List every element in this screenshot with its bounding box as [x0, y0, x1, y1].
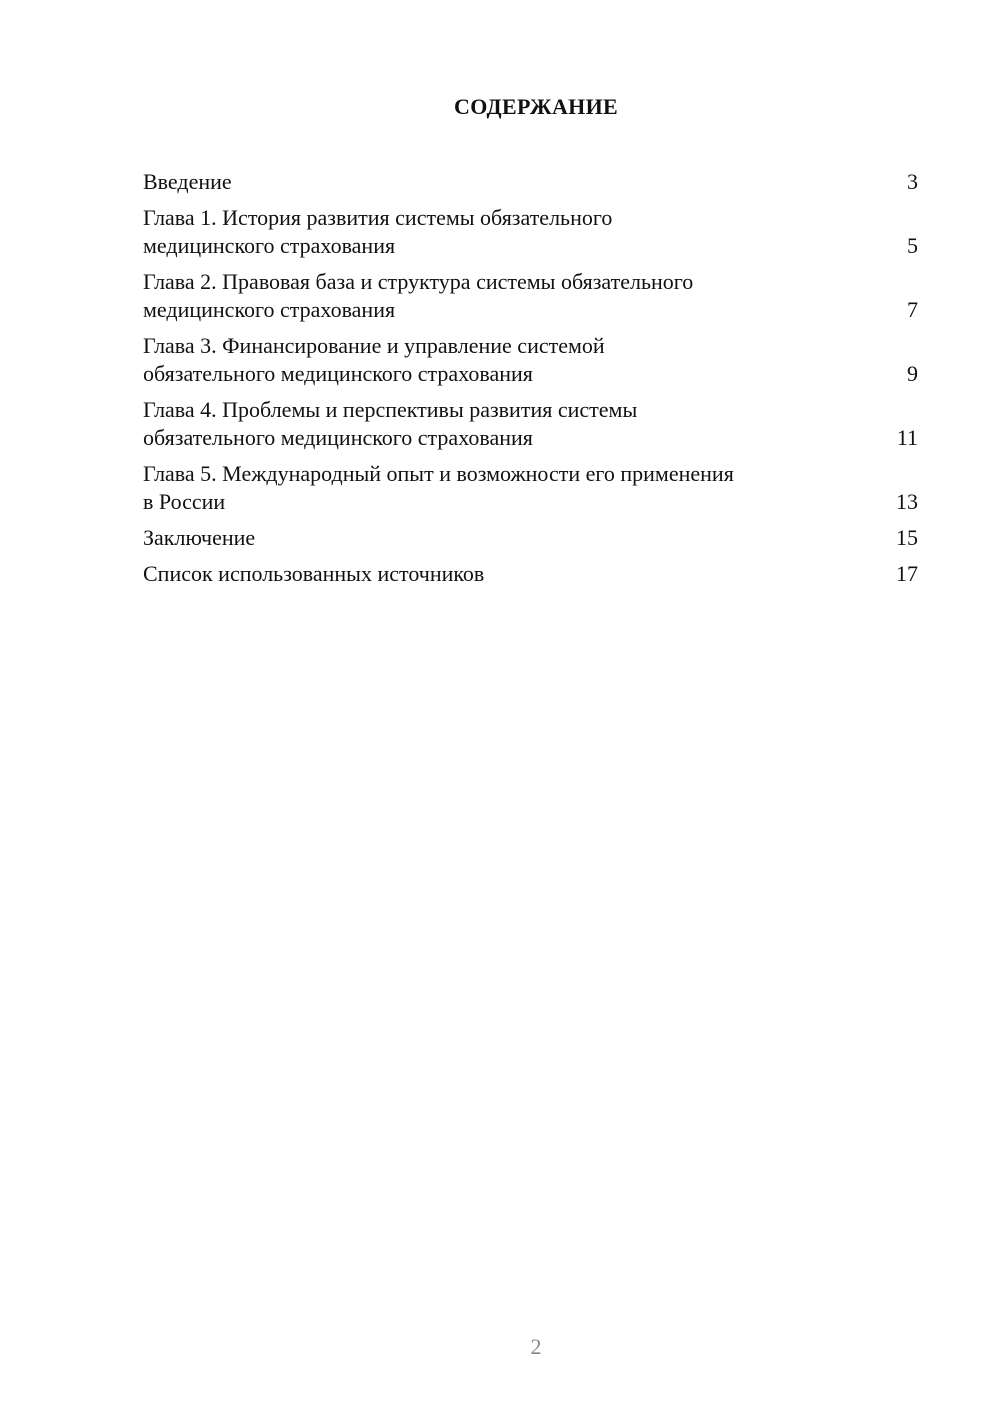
toc-entry-text: [143, 560, 484, 588]
toc-entry-page: 9: [907, 361, 918, 386]
toc-entry-text: [143, 332, 605, 388]
toc-entry-page: 13: [896, 489, 918, 514]
toc-entry-page: 5: [907, 233, 918, 258]
toc-entry-text: [143, 268, 693, 324]
toc-entry-line: Список использованных источников: [143, 561, 485, 586]
toc-list: [143, 168, 918, 588]
toc-entry-line: Глава 1. История развития системы обязательного: [143, 205, 613, 230]
toc-entry-line: Заключение: [143, 525, 256, 550]
toc-entry-line: Введение: [143, 169, 232, 194]
toc-entry-text: [143, 204, 612, 260]
toc-entry-text: [143, 396, 637, 452]
toc-entry-text: [143, 168, 232, 196]
toc-entry-line: обязательного медицинского страхования: [143, 361, 533, 386]
toc-entry-page: 15: [896, 525, 918, 550]
toc-entry-chapter-2: [143, 268, 918, 324]
toc-entry-line: Глава 4. Проблемы и перспективы развития системы: [143, 397, 638, 422]
toc-entry-conclusion: [143, 524, 918, 552]
toc-entry-chapter-1: [143, 204, 918, 260]
toc-entry-line: Глава 3. Финансирование и управление системой: [143, 333, 605, 358]
page-number: 2: [530, 1334, 542, 1359]
toc-entry-references: [143, 560, 918, 588]
toc-entry-chapter-5: [143, 460, 918, 516]
toc-entry-line: Глава 5. Международный опыт и возможности его применения: [143, 461, 734, 486]
toc-entry-intro: [143, 168, 918, 196]
toc-entry-text: [143, 460, 734, 516]
toc-entry-page: 7: [907, 297, 918, 322]
toc-entry-page: 3: [907, 169, 918, 194]
toc-entry-line: в России: [143, 489, 226, 514]
toc-entry-line: обязательного медицинского страхования: [143, 425, 533, 450]
toc-entry-line: медицинского страхования: [143, 233, 396, 258]
toc-entry-text: [143, 524, 255, 552]
toc-entry-chapter-3: [143, 332, 918, 388]
toc-entry-line: Глава 2. Правовая база и структура системы обязательного: [143, 269, 694, 294]
toc-entry-line: медицинского страхования: [143, 297, 396, 322]
toc-entry-page: 11: [896, 425, 918, 450]
toc-entry-chapter-4: [143, 396, 918, 452]
toc-title: СОДЕРЖАНИЕ: [454, 94, 618, 119]
toc-entry-page: 17: [896, 561, 918, 586]
